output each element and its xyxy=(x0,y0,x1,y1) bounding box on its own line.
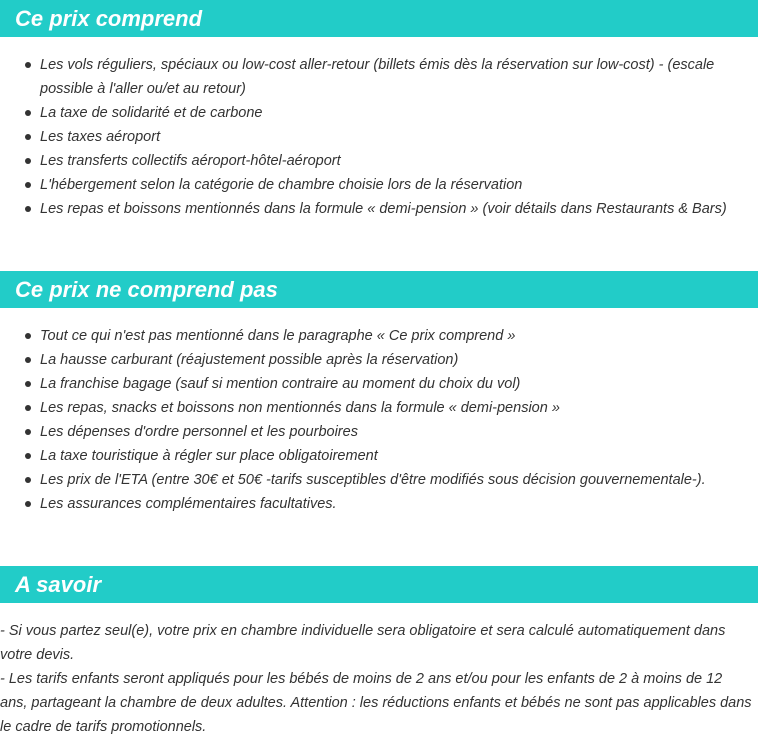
bullet-icon xyxy=(25,134,31,140)
list-item xyxy=(0,372,758,396)
bullet-icon xyxy=(25,381,31,387)
bullet-icon xyxy=(25,477,31,483)
list-item-text: La taxe touristique à régler sur place obligatoirement xyxy=(40,448,378,464)
list-item-text: Les repas et boissons mentionnés dans la formule « demi-pension » (voir détails dans Restaurants & Bars) xyxy=(40,201,727,217)
list-item-text: Les repas, snacks et boissons non mentionnés dans la formule « demi-pension » xyxy=(40,400,560,416)
list-item xyxy=(0,348,758,372)
bullet-icon xyxy=(25,62,31,68)
list-item xyxy=(0,444,758,468)
bullet-icon xyxy=(25,206,31,212)
list-item xyxy=(0,492,758,516)
bullet-icon xyxy=(25,501,31,507)
bullet-icon xyxy=(25,182,31,188)
list-item-text: La taxe de solidarité et de carbone xyxy=(40,105,263,121)
list-item xyxy=(0,173,758,197)
bullet-icon xyxy=(25,453,31,459)
list-item-text: Tout ce qui n'est pas mentionné dans le paragraphe « Ce prix comprend » xyxy=(40,328,516,344)
list-item xyxy=(0,420,758,444)
list-item xyxy=(0,197,758,221)
section-title-good-to-know: A savoir xyxy=(0,566,758,603)
list-item-text: Les prix de l'ETA (entre 30€ et 50€ -tarifs susceptibles d'être modifiés sous décision gouvernementale-). xyxy=(40,472,706,488)
info-paragraph: - Si vous partez seul(e), votre prix en chambre individuelle sera obligatoire et sera calculé automatiquement dans votre devis. xyxy=(0,623,726,663)
bullet-icon xyxy=(25,429,31,435)
list-item xyxy=(0,125,758,149)
list-item xyxy=(0,468,758,492)
list-item xyxy=(0,149,758,173)
list-item-text: Les taxes aéroport xyxy=(40,129,161,145)
included-list xyxy=(0,53,758,221)
list-item xyxy=(0,324,758,348)
section-title-not-included: Ce prix ne comprend pas xyxy=(0,271,758,308)
list-item-text: Les assurances complémentaires facultatives. xyxy=(40,496,337,512)
list-item-text: Les dépenses d'ordre personnel et les pourboires xyxy=(40,424,358,440)
bullet-icon xyxy=(25,357,31,363)
section-title-included: Ce prix comprend xyxy=(0,0,758,37)
list-item-text: La hausse carburant (réajustement possible après la réservation) xyxy=(40,352,459,368)
bullet-icon xyxy=(25,158,31,164)
good-to-know-text xyxy=(0,619,752,739)
list-item xyxy=(0,396,758,420)
list-item-text: L'hébergement selon la catégorie de chambre choisie lors de la réservation xyxy=(40,177,523,193)
list-item-text: Les vols réguliers, spéciaux ou low-cost aller-retour (billets émis dès la réservation sur low-cost) - (escale possible à l'aller ou/et au retour) xyxy=(40,57,715,97)
bullet-icon xyxy=(25,110,31,116)
list-item-text: Les transferts collectifs aéroport-hôtel-aéroport xyxy=(40,153,341,169)
not-included-list xyxy=(0,324,758,516)
info-paragraph: - Les tarifs enfants seront appliqués pour les bébés de moins de 2 ans et/ou pour les enfants de 2 à moins de 12 ans, partageant la chambre de deux adultes. Attention : les réductions enfants et bébés ne sont pas applicables dans le cadre de tarifs promotionnels. xyxy=(0,671,752,735)
list-item xyxy=(0,101,758,125)
bullet-icon xyxy=(25,405,31,411)
list-item xyxy=(0,53,758,101)
list-item-text: La franchise bagage (sauf si mention contraire au moment du choix du vol) xyxy=(40,376,521,392)
bullet-icon xyxy=(25,333,31,339)
